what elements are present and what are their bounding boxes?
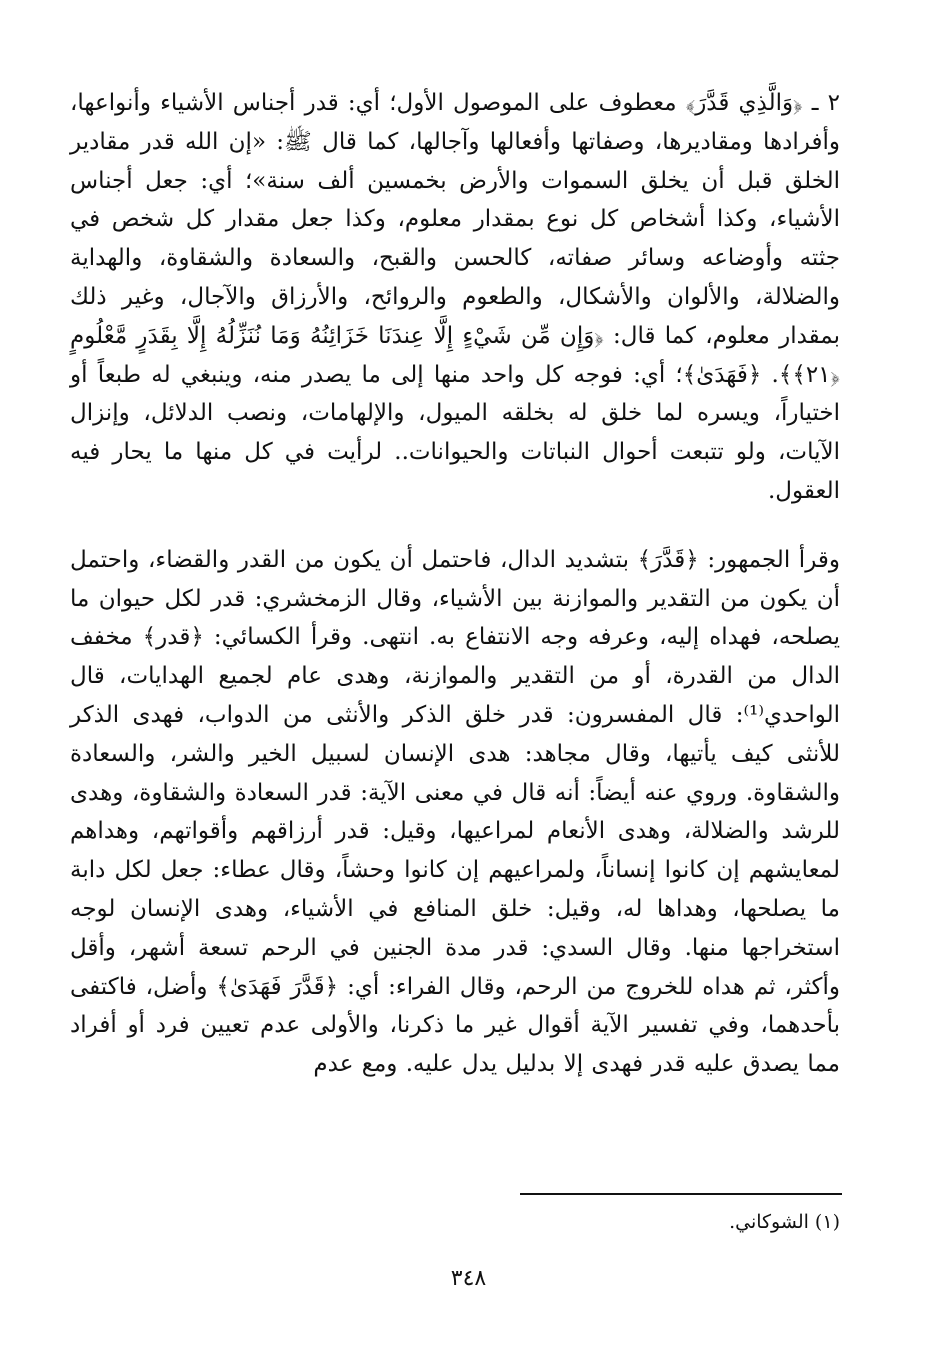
footnote-divider [520, 1193, 842, 1195]
paragraph-2: وقرأ الجمهور: ﴿قَدَّرَ﴾ بتشديد الدال، فاحتمل أن يكون من القدر والقضاء، واحتمل أن يكون من التقدير والموازنة بين الأشياء، وقال الزمخشري: قدر لكل حيوان ما يصلحه، فهداه إليه، وعرفه وجه الانتفاع به. انتهى. وقرأ الكسائي: ﴿قدر﴾ مخفف الدال من القدرة، أو من التقدير والموازنة، وهدى عام لجميع الهدايات، قال الواحدي⁽¹⁾: قال المفسرون: قدر خلق الذكر والأنثى من الدواب، فهدى الذكر للأنثى كيف يأتيها، وقال مجاهد: هدى الإنسان لسبيل الخير والشر، والسعادة والشقاوة. وروي عنه أيضاً: أنه قال في معنى الآية: قدر السعادة والشقاوة، وهدى للرشد والضلالة، وهدى الأنعام لمراعيها، وقيل: قدر أرزاقهم وأقواتهم، وهداهم لمعايشهم إن كانوا إنساناً، ولمراعيهم إن كانوا وحشاً، وقال عطاء: جعل لكل دابة ما يصلحها، وهداها له، وقيل: خلق المنافع في الأشياء، وهدى الإنسان لوجه استخراجها منها. وقال السدي: قدر مدة الجنين في الرحم تسعة أشهر، وأقل وأكثر، ثم هداه للخروج من الرحم، وقال الفراء: أي: ﴿قَدَّرَ فَهَدَىٰ﴾ وأضل، فاكتفى بأحدهما، وفي تفسير الآية أقوال غير ما ذكرنا، والأولى عدم تعيين فرد أو أفراد مما يصدق عليه قدر فهدى إلا بدليل يدل عليه. ومع عدم [70, 546, 840, 1078]
page-number: ٣٤٨ [450, 1266, 487, 1291]
paragraph-1: ٢ ـ ﴿وَالَّذِي قَدَّرَ﴾ معطوف على الموصول الأول؛ أي: قدر أجناس الأشياء وأنواعها، وأفرادها ومقاديرها، وصفاتها وأفعالها وآجالها، كما قال ﷺ: «إن الله قدر مقادير الخلق قبل أن يخلق السموات والأرض بخمسين ألف سنة»؛ أي: جعل أجناس الأشياء، وكذا أشخاص كل نوع بمقدار معلوم، وكذا جعل مقدار كل شخص في جثته وأوضاعه وسائر صفاته، كالحسن والقبح، والسعادة والشقاوة، والهداية والضلالة، والألوان والأشكال، والطعوم والروائح، والأرزاق والآجال، وغير ذلك بمقدار معلوم، كما قال: ﴿وَإِن مِّن شَيْءٍ إِلَّا عِندَنَا خَزَائِنُهُ وَمَا نُنَزِّلُهُ إِلَّا بِقَدَرٍ مَّعْلُومٍ ﴿٢١﴾﴾. ﴿فَهَدَىٰ﴾؛ أي: فوجه كل واحد منها إلى ما يصدر منه، وينبغي له طبعاً أو اختياراً، ويسره لما خلق له بخلقه الميول، والإلهامات، ونصب الدلائل، وإنزال الآيات، ولو تتبعت أحوال النباتات والحيوانات.. لرأيت في كل منها ما يحار فيه العقول. [70, 90, 840, 504]
footnote: (١) الشوكاني. [729, 1211, 840, 1233]
page-body [70, 84, 840, 1084]
